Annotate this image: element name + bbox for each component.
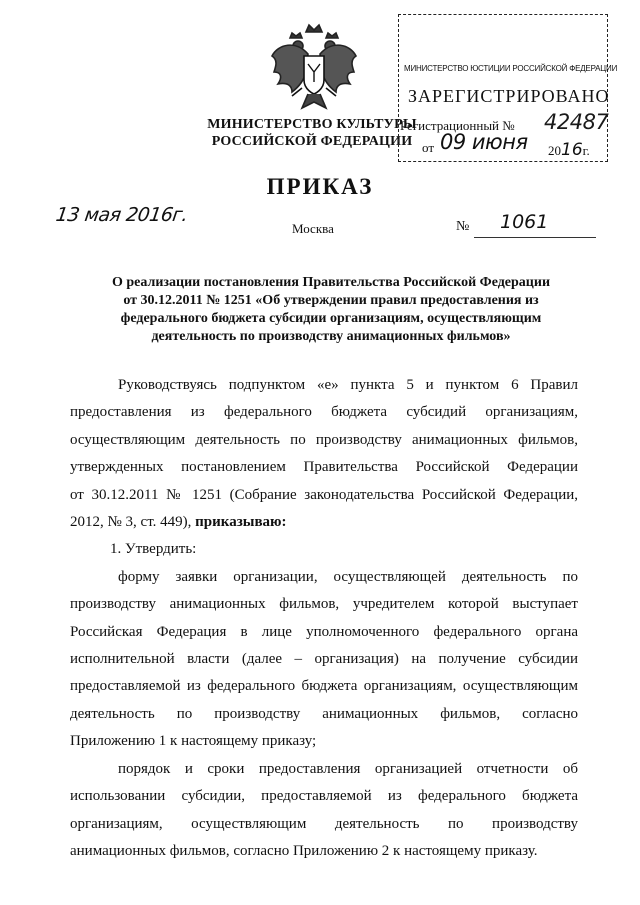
ministry-name: [196, 116, 428, 150]
stamp-reg-number: 42487: [544, 110, 609, 134]
heading-line: от 30.12.2011 № 1251 «Об утверждении правил предоставления из: [123, 293, 539, 308]
body-line: Приложению 1 к настоящему приказу;: [70, 733, 317, 750]
order-date-handwritten: 13 мая 2016г.: [54, 204, 190, 226]
heading-line: федерального бюджета субсидии организациям, осуществляющим: [120, 311, 542, 326]
body-line: анимационных фильмов, согласно Приложению 2 к настоящему приказу.: [70, 842, 538, 859]
heading-line: деятельность по производству анимационных фильмов»: [151, 329, 511, 344]
registration-stamp: [398, 14, 618, 162]
order-number-handwritten: 1061: [500, 211, 549, 233]
order-body: [70, 372, 578, 865]
order-city: Москва: [292, 221, 334, 236]
ministry-line-1: МИНИСТЕРСТВО КУЛЬТУРЫ: [207, 117, 417, 132]
order-number-label: №: [456, 219, 470, 234]
stamp-registered: ЗАРЕГИСТРИРОВАНО: [408, 86, 610, 106]
stamp-year-handwritten: 16: [561, 140, 583, 160]
body-line: от 30.12.2011 № 1251 (Собрание законодательства Российской Федерации,: [70, 486, 578, 503]
body-line: производству анимационных фильмов, учредителем которой выступает: [70, 596, 578, 613]
body-line: Российская Федерация в лице уполномоченного федерального органа: [70, 623, 578, 640]
body-line: исполнительной власти (далее – организация) на получение субсидии: [70, 651, 578, 668]
body-line: предоставления из федерального бюджета субсидий организациям,: [70, 404, 578, 421]
stamp-date-handwritten: 09 июня: [440, 130, 528, 154]
heading-line: О реализации постановления Правительства Российской Федерации: [111, 275, 551, 290]
body-line: утвержденных постановлением Правительства Российской Федерации: [70, 459, 578, 476]
body-line: использовании субсидии, предоставляемой из федерального бюджета: [70, 788, 578, 805]
body-line: предоставляемой из федерального бюджета организациям, осуществляющим: [70, 678, 578, 695]
order-heading: [66, 274, 596, 346]
order-title: ПРИКАЗ: [266, 174, 374, 199]
body-line: осуществляющим деятельность по производству анимационных фильмов,: [70, 431, 578, 448]
body-text-span: 2012, № 3, ст. 449),: [70, 514, 192, 531]
body-item-1: 1. Утвердить:: [110, 541, 197, 558]
body-line: порядок и сроки предоставления организацией отчетности об: [118, 760, 578, 777]
stamp-year: [548, 140, 590, 160]
body-line: [70, 509, 578, 536]
stamp-year-prefix: 20: [548, 143, 561, 158]
stamp-reg-number-label: Регистрационный №: [400, 118, 515, 133]
coat-of-arms-emblem-icon: [268, 20, 360, 118]
body-bold-word: приказываю:: [195, 514, 287, 531]
body-line: деятельность по производству анимационных фильмов, согласно: [70, 705, 578, 722]
body-line: форму заявки организации, осуществляющей деятельность по: [118, 568, 578, 585]
body-line: организациям, осуществляющим деятельность по производству: [70, 815, 578, 832]
body-line: Руководствуясь подпунктом «е» пункта 5 и пунктом 6 Правил: [118, 377, 578, 393]
ministry-line-2: РОССИЙСКОЙ ФЕДЕРАЦИИ: [211, 134, 413, 149]
stamp-year-suffix: г.: [582, 143, 590, 158]
order-number-underline: [474, 237, 596, 238]
stamp-date-prefix: от: [422, 140, 435, 155]
stamp-ministry: МИНИСТЕРСТВО ЮСТИЦИИ РОССИЙСКОЙ ФЕДЕРАЦИИ: [404, 64, 618, 73]
